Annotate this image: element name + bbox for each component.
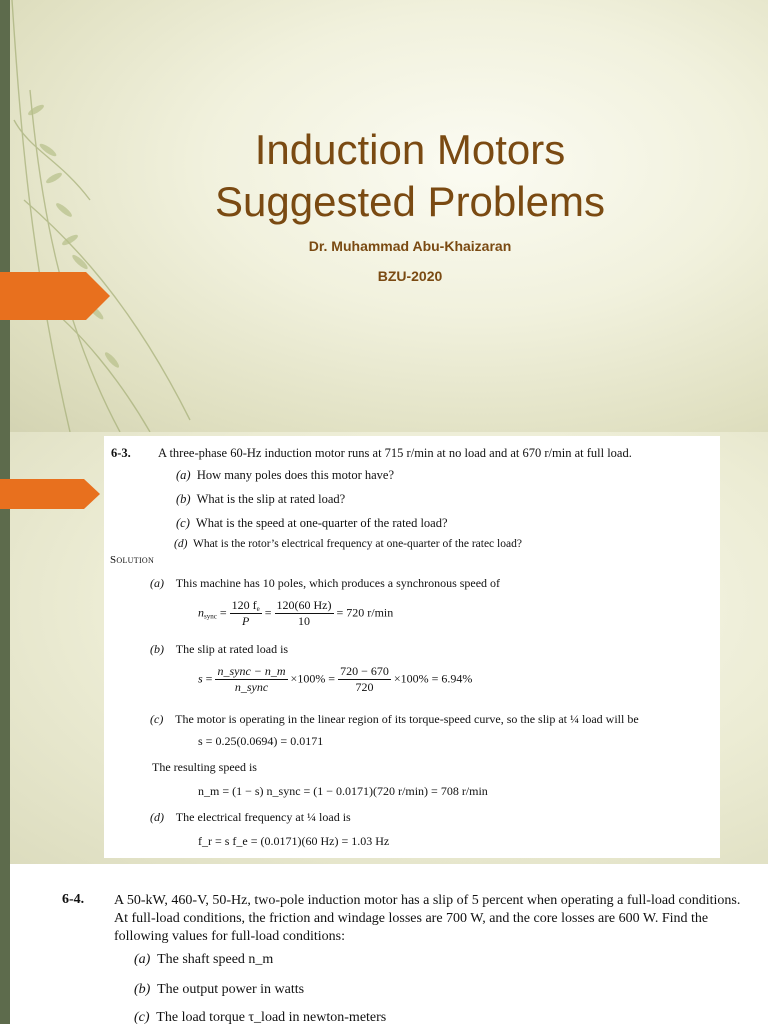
problem-number: 6-4. <box>62 892 85 907</box>
title-slide <box>0 0 768 432</box>
solution-part-b: (b) The slip at rated load is <box>150 642 289 656</box>
equation-sync-speed: $n_{sync}$ = $\frac{120 f_e}{P}$ = $\frac{120(60 Hz)}{10}$ = 720 r/min <box>198 598 394 628</box>
solution-heading: Solution <box>110 554 155 566</box>
resulting-speed-text: The resulting speed is <box>152 760 257 774</box>
question-part-c: (c) The load torque τ_load in newton-meters <box>134 1010 387 1024</box>
problem-statement: A three-phase 60-Hz induction motor runs at 715 r/min at no load and at 670 r/min at full load. <box>158 446 632 460</box>
title-line-2: Suggested Problems <box>215 178 605 225</box>
question-part-c: (c) What is the speed at one-quarter of the rated load? <box>176 516 448 530</box>
solution-part-d: (d) The electrical frequency at ¼ load is <box>150 810 351 824</box>
equation-resulting-speed: n_m = (1 − s) n_sync = (1 − 0.0171)(720 r/min) = 708 r/min <box>198 784 488 798</box>
author-name: Dr. Muhammad Abu-Khaizaran <box>308 238 512 254</box>
equation-slip-quarter-load: s = 0.25(0.0694) = 0.0171 <box>198 734 324 748</box>
slide-title <box>150 124 670 228</box>
problem-statement: A 50-kW, 460-V, 50-Hz, two-pole induction motor has a slip of 5 percent when operating a full-load conditions. At full-load conditions, the friction and windage losses are 700 W, and the core losses are 600 W. Find the following values for full-load conditions: <box>114 893 741 944</box>
solution-part-a: (a) This machine has 10 poles, which produces a synchronous speed of <box>150 576 501 590</box>
problem-number: 6-3. <box>111 446 131 460</box>
problem-6-3-image <box>104 436 720 858</box>
problem-6-4-section <box>0 864 768 1024</box>
title-line-1: Induction Motors <box>254 126 566 173</box>
question-part-b: (b) What is the slip at rated load? <box>176 492 346 506</box>
equation-rotor-frequency: f_r = s f_e = (0.0171)(60 Hz) = 1.03 Hz <box>198 834 390 848</box>
slide-edge-bar <box>0 864 10 1024</box>
equation-slip: s = $\frac{\text{n\_sync − n\_m}}{\text{n\_sync}}$ ×100% = $\frac{720 - 670}{720}$ ×100% = 6.94% <box>198 664 473 694</box>
institution-year: BZU-2020 <box>377 268 443 284</box>
question-part-a: (a) The shaft speed n_m <box>134 952 274 967</box>
question-part-d: (d) What is the rotor’s electrical frequency at one-quarter of the ratec load? <box>174 538 522 550</box>
question-part-a: (a) How many poles does this motor have? <box>176 468 395 482</box>
problem-slide <box>0 432 768 864</box>
question-part-b: (b) The output power in watts <box>134 982 305 997</box>
solution-part-c: (c) The motor is operating in the linear region of its torque-speed curve, so the slip at ¼ load will be <box>150 712 639 726</box>
orange-arrow-tab <box>0 479 100 509</box>
